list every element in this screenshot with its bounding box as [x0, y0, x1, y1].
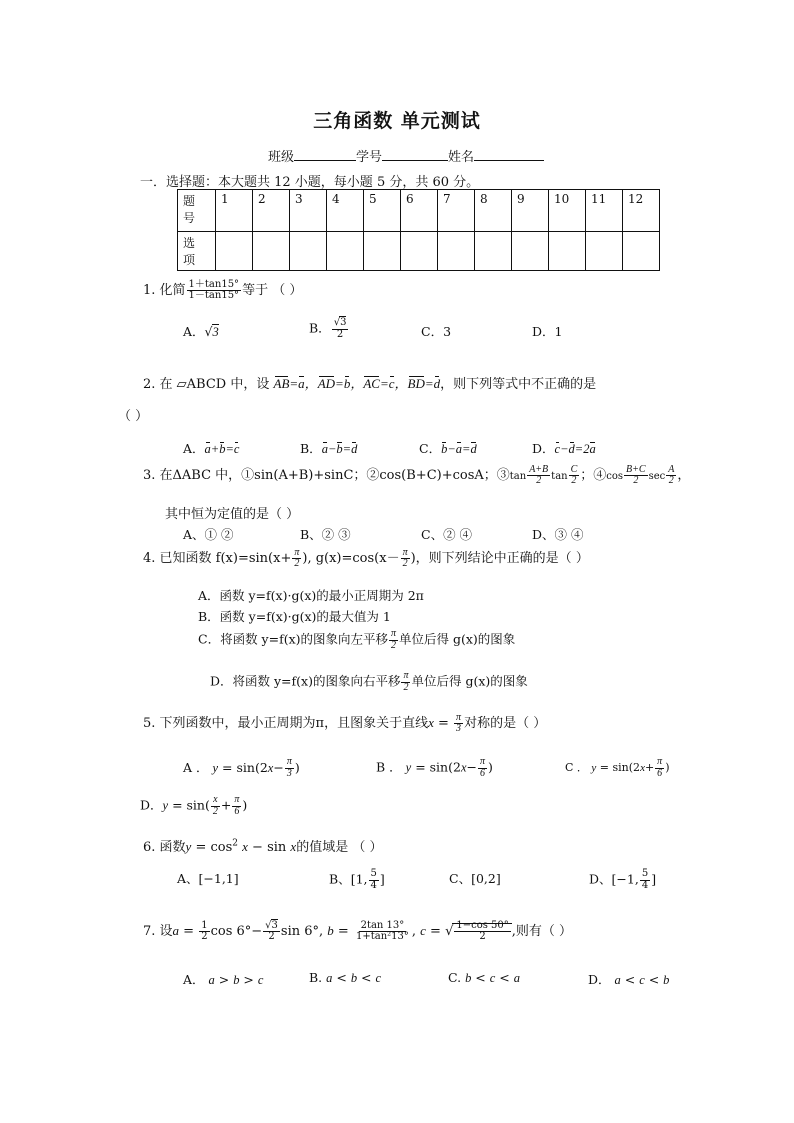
- q3-option-d: D、③ ④: [532, 527, 584, 542]
- answer-table: [177, 189, 660, 271]
- name-blank: [474, 148, 544, 161]
- answer-cell[interactable]: [253, 232, 290, 271]
- q1-option-d: D．1: [532, 324, 563, 339]
- q6-option-c: C、[0,2]: [449, 871, 501, 886]
- question-6: 6. 函数$y = \cos^2 x - \sin x$的值域是 （ ）: [143, 838, 383, 855]
- answer-cell[interactable]: [623, 232, 660, 271]
- q4-option-d: D．将函数 y=f(x)的图象向右平移 $\frac{\pi}{2}$ 单位后得 g(x)的图象: [210, 670, 528, 693]
- q5-option-b: B ． y = sin(2x− $\frac{\pi}{6}$ ): [376, 756, 493, 779]
- answer-cell[interactable]: [327, 232, 364, 271]
- question-7: 7. 设a = $\frac{1}{2}$ cos 6°− $\frac{√3}{2}$ sin 6°, b = $\frac{2\tan 13^\circ}{\text{1+tan²13°}}$ , c = √ $\frac{1-\cos 50^\circ}{2}$ ,则有（ ）: [143, 919, 573, 942]
- class-blank: [294, 148, 356, 161]
- number-cell: 6: [401, 190, 438, 232]
- q1-options: [183, 317, 563, 340]
- page-title: 三角函数 单元测试: [313, 110, 481, 132]
- q4-option-c: C．将函数 y=f(x)的图象向左平移 $\frac{\pi}{2}$ 单位后得 g(x)的图象: [198, 628, 516, 651]
- q3-option-c: C、② ④: [421, 527, 473, 542]
- q3-line2: 其中恒为定值的是（ ）: [165, 507, 300, 522]
- q1-fraction: $\frac{1+\tan 15^\circ}{1-\tan 15^\circ}$: [188, 278, 240, 301]
- number-cell: 1: [216, 190, 253, 232]
- id-label: 学号: [356, 150, 383, 165]
- q5-option-c: C ． y = sin(2x+ $\frac{\pi}{6}$ ): [565, 756, 670, 779]
- student-info-line: [268, 146, 544, 165]
- section-heading: 一．选择题：本大题共 12 小题，每小题 5 分，共 60 分。: [140, 175, 480, 190]
- number-cell: 12: [623, 190, 660, 232]
- answer-cell[interactable]: [549, 232, 586, 271]
- q5-options: [183, 756, 670, 779]
- q2-paren: （ ）: [118, 409, 149, 424]
- q2-option-b: B．a−b=d: [300, 441, 358, 456]
- q4-option-a: A．函数 y=f(x)·g(x)的最小正周期为 2π: [198, 588, 424, 603]
- q6-option-d: D、[−1, $\frac{5}{4}$ ]: [589, 868, 657, 891]
- question-2: 2. 在 ▱ABCD 中，设 AB=a，AD=b，AC=c，BD=d，则下列等式中不正确的是: [143, 376, 597, 392]
- row-header-answers: 选 项: [178, 232, 216, 271]
- q6-option-b: B、[1, $\frac{5}{4}$ ]: [329, 868, 385, 891]
- question-4: 4. 已知函数 f(x)=sin(x+ $\frac{\pi}{2}$ ), g(x)=cos(x－ $\frac{\pi}{2}$ )，则下列结论中正确的是（ ）: [143, 546, 589, 569]
- q5-option-d: D．y = sin( $\frac{x}{2}$ + $\frac{\pi}{6}$ ): [140, 794, 248, 817]
- q2-option-c: C．b−a=d: [419, 441, 477, 456]
- number-cell: 11: [586, 190, 623, 232]
- q2-option-d: D．c−d=2a: [532, 441, 596, 456]
- number-cell: 10: [549, 190, 586, 232]
- number-cell: 9: [512, 190, 549, 232]
- q7-option-a: A． a > b > c: [183, 972, 264, 987]
- q3-options: [183, 525, 584, 543]
- q3-option-b: B、② ③: [300, 527, 351, 542]
- number-cell: 5: [364, 190, 401, 232]
- question-3: 3. 在ΔABC 中，①sin(A+B)+sinC；②cos(B+C)+cosA；③tan $\frac{A+B}{2}$ tan $\frac{C}{2}$ ；④cos $\frac{B+C}{2}$ sec $\frac{A}{2}$ ，: [143, 463, 691, 486]
- q6-options: [177, 868, 657, 891]
- q1-option-b: B． $\frac{√3}{2}$: [309, 317, 347, 340]
- answer-table-row-answers: [178, 232, 660, 271]
- answer-cell[interactable]: [438, 232, 475, 271]
- answer-table-row-numbers: [178, 190, 660, 232]
- q7-options: [183, 970, 670, 988]
- number-cell: 8: [475, 190, 512, 232]
- number-cell: 3: [290, 190, 327, 232]
- answer-cell[interactable]: [290, 232, 327, 271]
- q1-option-c: C．3: [421, 324, 452, 339]
- answer-cell[interactable]: [475, 232, 512, 271]
- q7-option-d: D． a < c < b: [588, 972, 670, 987]
- q7-option-c: C. b < c < a: [448, 970, 520, 985]
- q1-option-a: A．√3: [183, 324, 219, 339]
- number-cell: 2: [253, 190, 290, 232]
- q6-option-a: A、[−1,1]: [177, 871, 239, 886]
- question-1: 1. 化简 $\frac{1+\tan 15^\circ}{1-\tan 15^\circ}$ 等于 （ ）: [143, 278, 303, 301]
- q7-option-b: B. a < b < c: [309, 970, 382, 985]
- answer-cell[interactable]: [586, 232, 623, 271]
- id-blank: [382, 148, 448, 161]
- q2-option-a: A．a+b=c: [183, 441, 240, 456]
- class-label: 班级: [268, 150, 295, 165]
- question-5: 5. 下列函数中，最小正周期为π，且图象关于直线x = $\frac{\pi}{3}$ 对称的是（ ）: [143, 711, 547, 734]
- q3-option-a: A、① ②: [183, 527, 234, 542]
- q2-options: [183, 439, 596, 457]
- answer-cell[interactable]: [216, 232, 253, 271]
- row-header-numbers: 题 号: [178, 190, 216, 232]
- number-cell: 4: [327, 190, 364, 232]
- q4-option-b: B．函数 y=f(x)·g(x)的最大值为 1: [198, 609, 391, 624]
- answer-cell[interactable]: [401, 232, 438, 271]
- q5-option-a: A ． y = sin(2x− $\frac{\pi}{3}$ ): [183, 756, 300, 779]
- answer-cell[interactable]: [512, 232, 549, 271]
- name-label: 姓名: [448, 150, 475, 165]
- answer-cell[interactable]: [364, 232, 401, 271]
- number-cell: 7: [438, 190, 475, 232]
